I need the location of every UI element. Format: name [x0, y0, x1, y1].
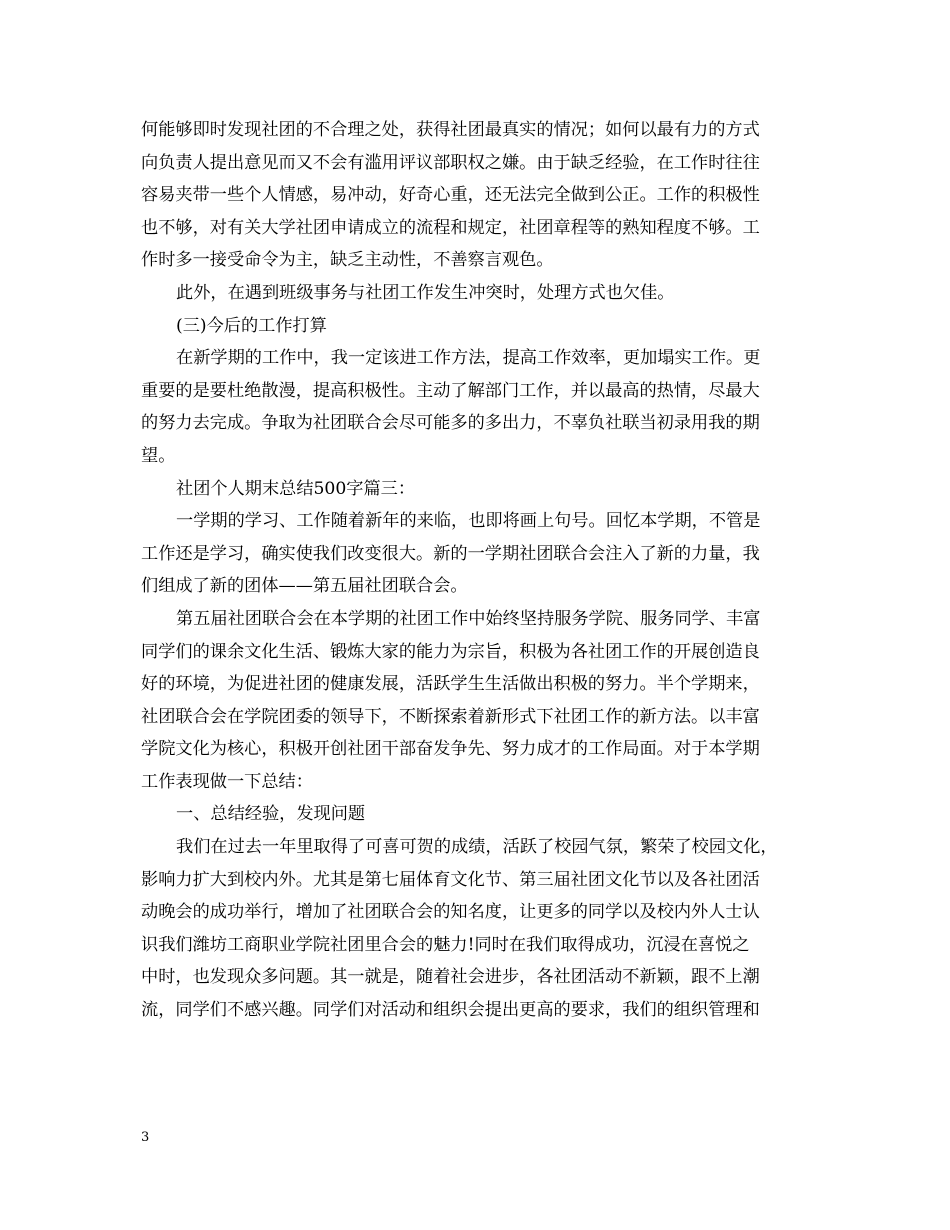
paragraph-first-line: 我们在过去一年里取得了可喜可贺的成绩，活跃了校园气氛，繁荣了校园文化，	[176, 837, 778, 858]
section-heading: (三)今后的工作打算	[176, 315, 327, 336]
text-line: 作时多一接受命令为主，缺乏主动性，不善察言观色。	[141, 250, 554, 271]
text-line: 动晚会的成功举行，增加了社团联合会的知名度，让更多的同学以及校内外人士认	[141, 902, 760, 923]
text-line: 工作还是学习，确实使我们改变很大。新的一学期社团联合会注入了新的力量，我	[141, 543, 760, 564]
text-line: 识我们潍坊工商职业学院社团里合会的魅力!同时在我们取得成功，沉浸在喜悦之	[141, 934, 750, 955]
text-line: 何能够即时发现社团的不合理之处，获得社团最真实的情况；如何以最有力的方式	[141, 120, 760, 140]
section-heading: 一、总结经验，发现问题	[176, 804, 366, 825]
document-body	[141, 114, 821, 1027]
section-heading: 社团个人期末总结500字篇三：	[176, 478, 416, 499]
text-line: 好的环境，为促进社团的健康发展，活跃学生生活做出积极的努力。半个学期来，	[141, 674, 760, 695]
text-line: 重要的是要杜绝散漫，提高积极性。主动了解部门工作，并以最高的热情，尽最大	[141, 380, 760, 401]
text-line: 向负责人提出意见而又不会有滥用评议部职权之嫌。由于缺乏经验，在工作时往往	[141, 152, 760, 173]
paragraph-first-line: 第五届社团联合会在本学期的社团工作中始终坚持服务学院、服务同学、丰富	[176, 608, 761, 629]
text-line: 也不够，对有关大学社团申请成立的流程和规定，社团章程等的熟知程度不够。工	[141, 217, 760, 238]
text-line: 社团联合会在学院团委的领导下，不断探索着新形式下社团工作的新方法。以丰富	[141, 706, 760, 727]
paragraph-first-line: 此外，在遇到班级事务与社团工作发生冲突时，处理方式也欠佳。	[176, 282, 675, 303]
page-number: 3	[141, 1130, 150, 1145]
paragraph-first-line: 一学期的学习、工作随着新年的来临，也即将画上句号。回忆本学期，不管是	[176, 511, 761, 532]
text-line: 影响力扩大到校内外。尤其是第七届体育文化节、第三届社团文化节以及各社团活	[141, 869, 760, 890]
text-line: 工作表现做一下总结：	[141, 771, 313, 792]
text-line: 容易夹带一些个人情感，易冲动，好奇心重，还无法完全做到公正。工作的积极性	[141, 185, 760, 206]
text-line: 的努力去完成。争取为社团联合会尽可能多的多出力，不辜负社联当初录用我的期	[141, 413, 760, 434]
text-line: 同学们的课余文化生活、锻炼大家的能力为宗旨，积极为各社团工作的开展创造良	[141, 641, 760, 662]
text-line: 们组成了新的团体——第五届社团联合会。	[141, 576, 468, 597]
paragraph-first-line: 在新学期的工作中，我一定该进工作方法，提高工作效率，更加塌实工作。更	[176, 348, 761, 369]
text-line: 流，同学们不感兴趣。同学们对活动和组织会提出更高的要求，我们的组织管理和	[141, 1000, 760, 1021]
text-line: 学院文化为核心，积极开创社团干部奋发争先、努力成才的工作局面。对于本学期	[141, 739, 760, 760]
text-line: 望。	[141, 445, 176, 466]
text-line: 中时，也发现众多问题。其一就是，随着社会进步，各社团活动不新颖，跟不上潮	[141, 967, 760, 988]
